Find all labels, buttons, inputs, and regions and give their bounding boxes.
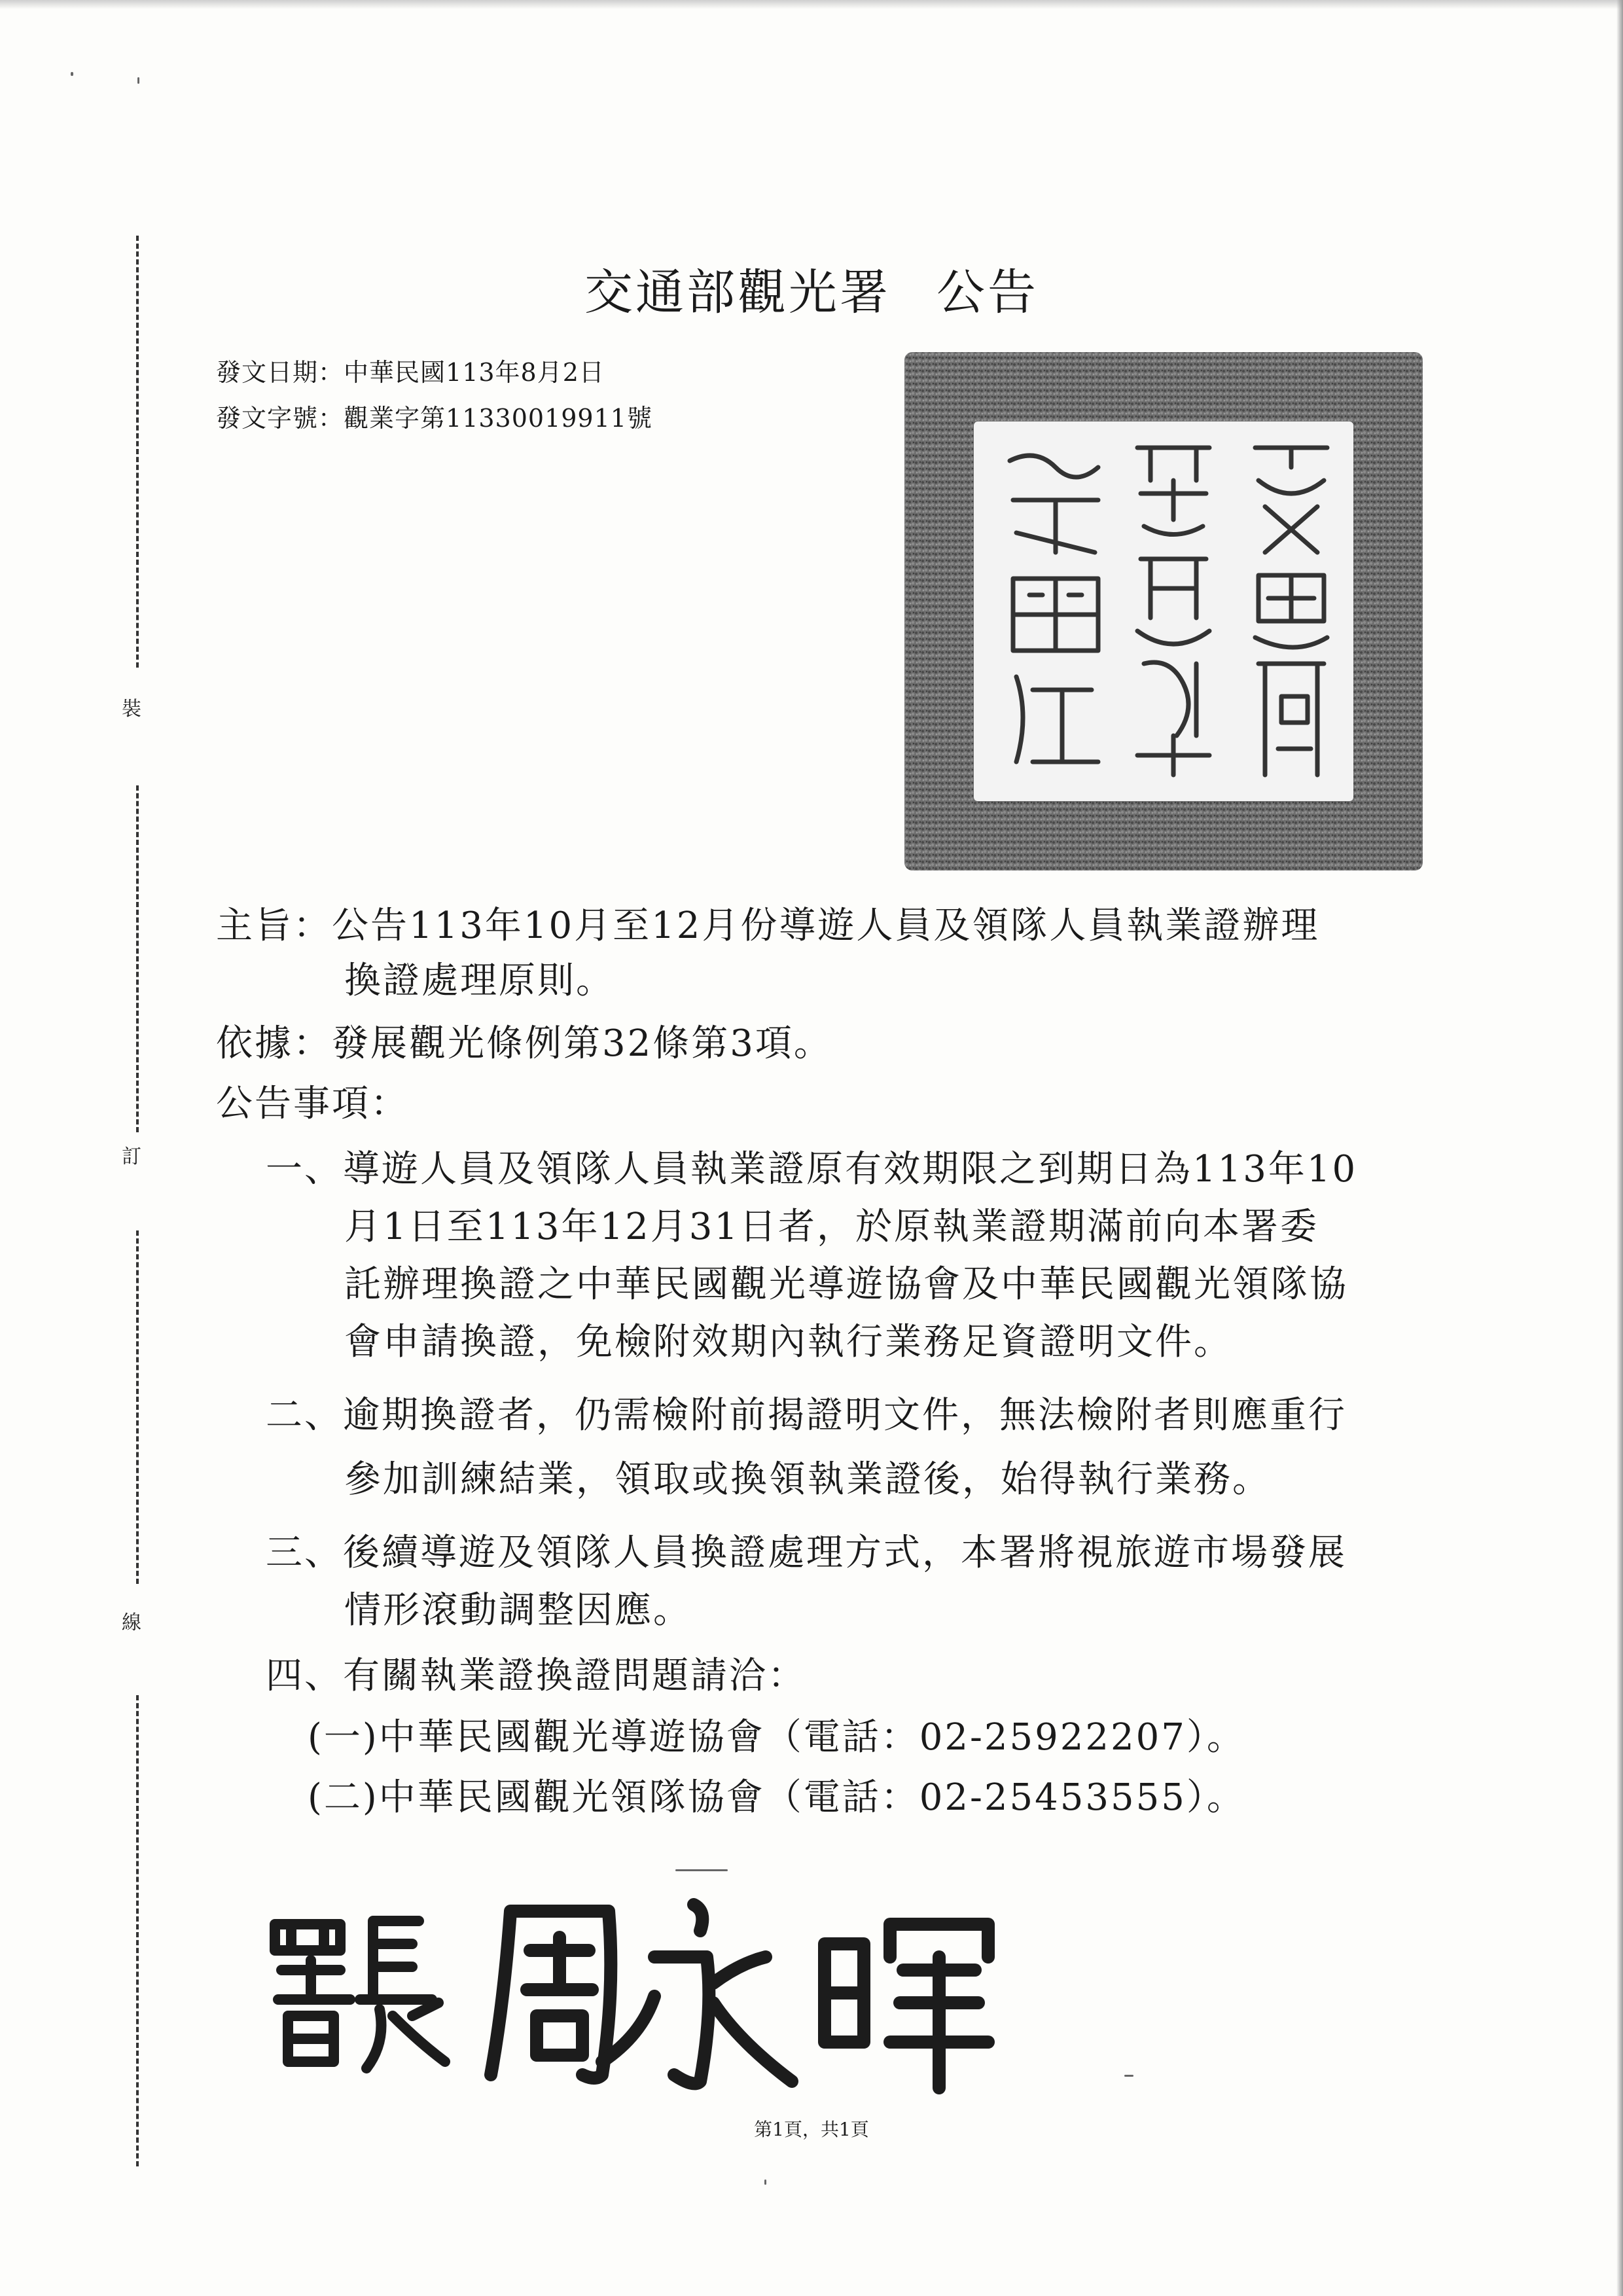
scan-speck xyxy=(137,77,139,84)
subject-line-1 xyxy=(216,897,1319,949)
item-2-text-2: 參加訓練結業，領取或換領執業證後，始得執行業務。 xyxy=(344,1458,1271,1501)
item-1-text-4: 會申請換證，免檢附效期內執行業務足資證明文件。 xyxy=(344,1321,1232,1363)
item-3-line-1 xyxy=(266,1524,1347,1576)
issue-date xyxy=(216,352,605,388)
item-1-marker: 一、 xyxy=(266,1148,343,1191)
binding-dashed-line xyxy=(136,1230,139,1584)
issue-date-value: 中華民國113年8月2日 xyxy=(344,358,605,387)
issue-date-label: 發文日期： xyxy=(216,358,344,387)
scan-edge-top xyxy=(0,0,1623,9)
item-1-text-1: 導遊人員及領隊人員執業證原有效期限之到期日為113年10 xyxy=(343,1148,1358,1191)
basis-line xyxy=(216,1014,832,1067)
item-2-line-1 xyxy=(266,1386,1347,1439)
item-1-text-3: 託辦理換證之中華民國觀光導遊協會及中華民國觀光領隊協 xyxy=(344,1263,1348,1306)
scan-edge-right xyxy=(1616,0,1623,2296)
items-heading: 公告事項： xyxy=(216,1083,409,1125)
director-signature xyxy=(262,1885,1047,2094)
basis-text: 發展觀光條例第32條第3項。 xyxy=(332,1022,832,1065)
item-4-text-1: 有關執業證換證問題請洽： xyxy=(343,1655,806,1697)
subject-label: 主旨： xyxy=(216,905,332,947)
item-1-line-1 xyxy=(266,1140,1357,1193)
scan-speck xyxy=(71,72,73,76)
subject-text-2: 換證處理原則。 xyxy=(344,960,615,1002)
item-3-text-2: 情形滾動調整因應。 xyxy=(344,1589,692,1632)
contact-guide-association: (一)中華民國觀光導遊協會（電話：02-25922207）。 xyxy=(308,1716,1245,1759)
item-3-marker: 三、 xyxy=(266,1532,343,1574)
doc-type: 公告 xyxy=(936,264,1039,321)
issue-number-label: 發文字號： xyxy=(216,404,344,433)
agency-name: 交通部觀光署 xyxy=(584,264,891,321)
binding-label-zhuang: 裝 xyxy=(122,698,141,721)
issue-number-value: 觀業字第11330019911號 xyxy=(344,404,652,433)
item-4-line-1 xyxy=(266,1647,806,1699)
item-3-text-1: 後續導遊及領隊人員換證處理方式，本署將視旅遊市場發展 xyxy=(343,1532,1347,1574)
binding-dashed-line xyxy=(136,785,139,1132)
subject-text-1: 公告113年10月至12月份導遊人員及領隊人員執業證辦理 xyxy=(332,905,1320,947)
official-seal-icon xyxy=(902,350,1425,873)
item-1-text-2: 月1日至113年12月31日者，於原執業證期滿前向本署委 xyxy=(344,1206,1319,1248)
page-title xyxy=(0,254,1623,323)
contact-tour-leader-association: (二)中華民國觀光領隊協會（電話：02-25453555）。 xyxy=(308,1776,1245,1819)
binding-label-ding: 訂 xyxy=(122,1145,141,1168)
binding-label-xian: 線 xyxy=(122,1611,141,1634)
scan-speck xyxy=(764,2179,766,2185)
item-2-text-1: 逾期換證者，仍需檢附前揭證明文件，無法檢附者則應重行 xyxy=(343,1394,1347,1437)
page-number: 第1頁，共1頁 xyxy=(754,2119,869,2140)
basis-label: 依據： xyxy=(216,1022,332,1065)
scan-speck xyxy=(675,1869,728,1871)
binding-dashed-line xyxy=(136,1695,139,2166)
item-4-marker: 四、 xyxy=(266,1655,343,1697)
issue-number xyxy=(216,398,652,434)
scan-speck xyxy=(1124,2075,1133,2077)
item-2-marker: 二、 xyxy=(266,1394,343,1437)
